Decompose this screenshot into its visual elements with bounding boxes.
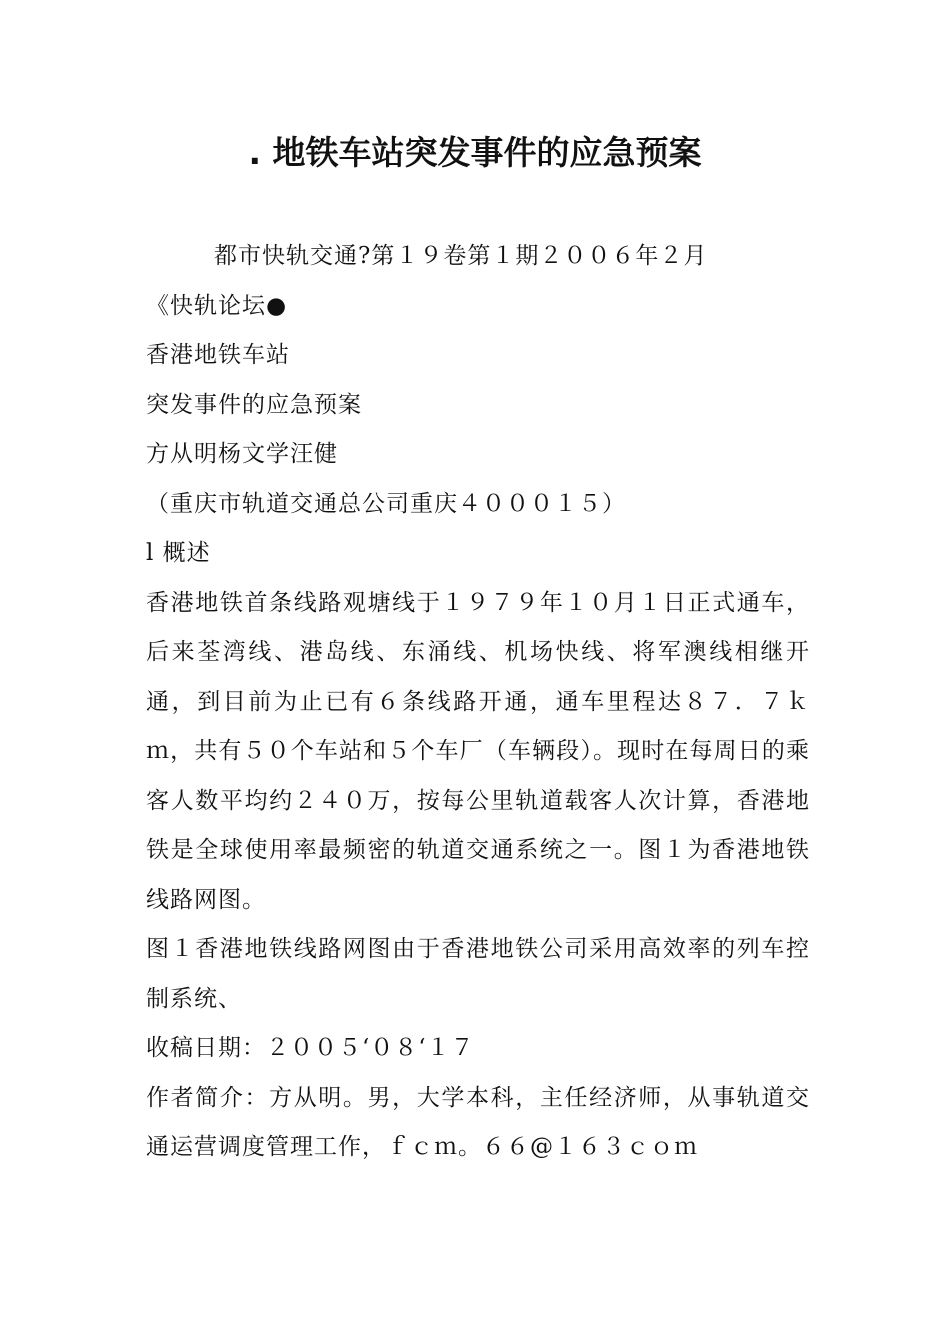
author-names: 方从明杨文学汪健 [146, 441, 338, 467]
article-title-line-2: 突发事件的应急预案 [146, 391, 362, 418]
section-heading: l 概述 [146, 540, 211, 566]
column-name: 《快轨论坛● [146, 292, 288, 319]
author-affiliation: （重庆市轨道交通总公司重庆４０００１５） [146, 490, 626, 517]
body-paragraph: 香港地铁首条线路观塘线于１９７９年１０月１日正式通车，后来荃湾线、港岛线、东涌线、机场快线、将军澳线相继开通，到目前为止已有６条线路开通，通车里程达８７．７ｋｍ，共有５０个车站和５个车厂（车辆段）。现时在每周日的乘客人数平均约２４０万，按每公里轨道载客人次计算，香港地铁是全球使用率最频密的轨道交通系统之一。图１为香港地铁线路网图。 [146, 589, 810, 913]
article-title-line-1: 香港地铁车站 [146, 342, 290, 368]
received-date: 收稿日期：２００５‘０８‘１７ [146, 1035, 475, 1061]
author-bio: 作者简介：方从明。男，大学本科，主任经济师，从事轨道交通运营调度管理工作，ｆｃｍ。６６@１６３ｃｏｍ [146, 1084, 810, 1160]
figure-caption-paragraph: 图１香港地铁线路网图由于香港地铁公司采用高效率的列车控制系统、 [146, 936, 810, 1012]
journal-info: 都市快轨交通?第１９卷第１期２００６年２月 [214, 243, 708, 269]
document-title: . 地铁车站突发事件的应急预案 [248, 133, 702, 172]
document-body [146, 232, 810, 1173]
